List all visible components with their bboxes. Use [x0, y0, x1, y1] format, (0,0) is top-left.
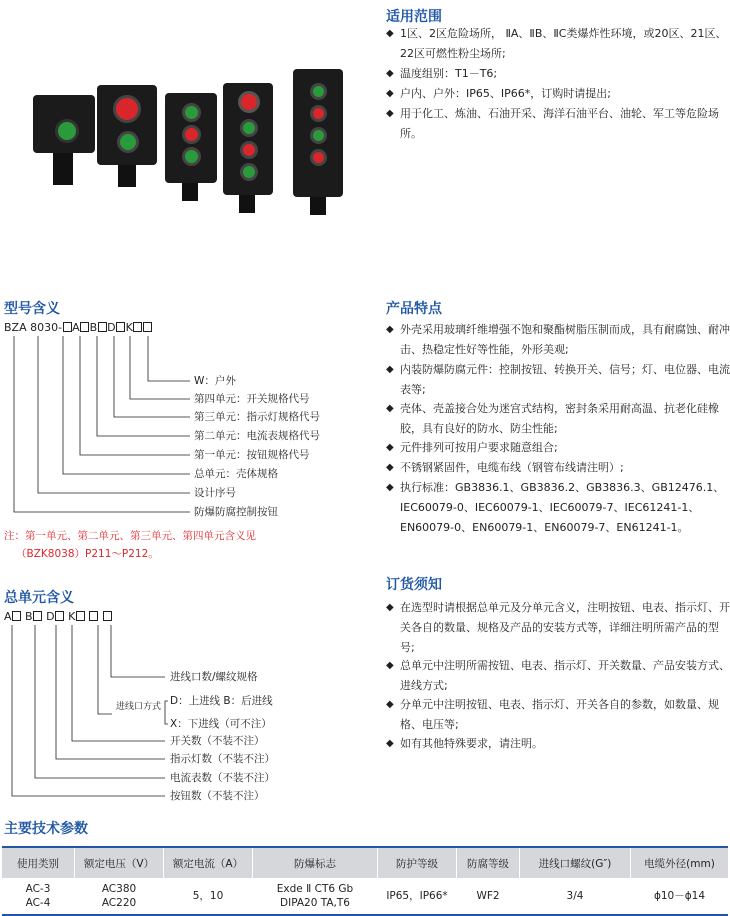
- feature-item: ◆ 外壳采用玻璃纤维增强不饱和聚酯树脂压制而成，具有耐腐蚀、耐冲击、热稳定性好等性能，外形美观;: [386, 320, 730, 360]
- cell-voltage: AC380 AC220: [75, 878, 164, 915]
- feature-item: ◆ 内装防爆防腐元件：控制按钮、转换开关、信号；灯、电位器、电流表等;: [386, 360, 730, 400]
- model-note-2: （BZK8038）P211～P212。: [16, 548, 159, 560]
- total-label-meter: 电流表数（不装不注）: [170, 772, 275, 784]
- model-label-w: W：户外: [194, 375, 236, 387]
- model-label-product: 防爆防腐控制按钮: [194, 506, 278, 518]
- total-label-x-option: X：下进线（可不注）: [170, 718, 272, 730]
- cell-ex-mark: Exde Ⅱ CT6 Gb DIPA20 TA,T6: [253, 878, 378, 915]
- diamond-icon: ◆: [386, 403, 394, 414]
- specs-title: 主要技术参数: [4, 821, 88, 837]
- total-label-d-option: D：上进线 B：后进线: [170, 695, 273, 707]
- feature-item: ◆ 壳体、壳盖接合处为迷宫式结构，密封条采用耐高温、抗老化硅橡胶，具有良好的防水、防尘性能;: [386, 399, 730, 439]
- model-label-unit2: 第二单元：电流表规格代号: [194, 430, 320, 442]
- specs-data-row: [2, 878, 728, 915]
- diamond-icon: ◆: [386, 442, 394, 453]
- header-ip: 防护等级: [378, 847, 457, 878]
- cell-thread: 3/4: [520, 878, 631, 915]
- diamond-icon: ◆: [386, 699, 394, 710]
- cell-current: 5，10: [164, 878, 253, 915]
- model-note-1: 注：第一单元、第二单元、第三单元、第四单元含义见: [4, 530, 256, 542]
- diamond-icon: ◆: [386, 364, 394, 375]
- header-voltage: 额定电压（V）: [75, 847, 164, 878]
- model-title: 型号含义: [4, 301, 60, 317]
- total-unit-title: 总单元含义: [4, 590, 74, 606]
- features-title: 产品特点: [386, 301, 442, 317]
- feature-item: ◆ 不锈钢紧固件，电缆布线（钢管布线请注明）;: [386, 458, 730, 478]
- diamond-icon: ◆: [386, 602, 394, 613]
- applicable-item: ◆ 温度组别：T1－T6;: [386, 64, 730, 84]
- model-label-total: 总单元：壳体规格: [194, 468, 278, 480]
- diamond-icon: ◆: [386, 324, 394, 335]
- total-label-button: 按钮数（不装不注）: [170, 790, 265, 802]
- cell-anticorrosion: WF2: [457, 878, 520, 915]
- header-thread: 进线口螺纹(G″): [520, 847, 631, 878]
- applicable-item: ◆ 用于化工、炼油、石油开采、海洋石油平台、油轮、军工等危险场所。: [386, 104, 730, 144]
- diamond-icon: ◆: [386, 28, 394, 39]
- ordering-item: ◆ 在选型时请根据总单元及分单元含义，注明按钮、电表、指示灯、开关各自的数量、规格及产品的安装方式等，详细注明所需产品的型号;: [386, 598, 730, 658]
- cell-cable: ϕ10－ϕ14: [631, 878, 729, 915]
- header-anticorrosion: 防腐等级: [457, 847, 520, 878]
- header-current: 额定电流（A）: [164, 847, 253, 878]
- total-label-entry: 进线口数/螺纹规格: [170, 671, 258, 683]
- header-category: 使用类别: [2, 847, 75, 878]
- feature-item: ◆ 元件排列可按用户要求随意组合;: [386, 438, 730, 458]
- specs-table: [2, 846, 728, 916]
- ordering-item: ◆ 分单元中注明按钮、电表、指示灯、开关各自的参数，如数量、规格、电压等;: [386, 695, 730, 735]
- diamond-icon: ◆: [386, 660, 394, 671]
- diamond-icon: ◆: [386, 462, 394, 473]
- cell-ip: IP65，IP66*: [378, 878, 457, 915]
- feature-item: ◆ 执行标准：GB3836.1、GB3836.2、GB3836.3、GB12476.1、IEC60079-0、IEC60079-1、IEC60079-7、IEC61241-1、EN60079-0、EN60079-1、EN60079-7、EN61241-1。: [386, 478, 730, 538]
- applicable-item: ◆ 1区、2区危险场所， ⅡA、ⅡB、ⅡC类爆炸性环境，或20区、21区、22区可燃性粉尘场所;: [386, 24, 730, 64]
- ordering-item: ◆ 如有其他特殊要求，请注明。: [386, 734, 730, 754]
- diamond-icon: ◆: [386, 88, 394, 99]
- diamond-icon: ◆: [386, 738, 394, 749]
- total-label-switch: 开关数（不装不注）: [170, 735, 265, 747]
- header-cable: 电缆外径(mm): [631, 847, 729, 878]
- model-label-serial: 设计序号: [194, 487, 236, 499]
- total-label-lamp: 指示灯数（不装不注）: [170, 753, 275, 765]
- cell-category: AC-3 AC-4: [2, 878, 75, 915]
- ordering-title: 订货须知: [386, 577, 442, 593]
- ordering-item: ◆ 总单元中注明所需按钮、电表、指示灯、开关数量、产品安装方式、进线方式;: [386, 656, 730, 696]
- applicable-item: ◆ 户内、户外：IP65、IP66*，订购时请提出;: [386, 84, 730, 104]
- total-label-entry-mode: 进线口方式: [116, 702, 162, 712]
- model-label-unit1: 第一单元：按钮规格代号: [194, 449, 310, 461]
- diamond-icon: ◆: [386, 482, 394, 493]
- specs-header-row: [2, 847, 728, 878]
- applicable-title: 适用范围: [386, 9, 442, 25]
- header-ex-mark: 防爆标志: [253, 847, 378, 878]
- diamond-icon: ◆: [386, 68, 394, 79]
- diamond-icon: ◆: [386, 108, 394, 119]
- model-label-unit4: 第四单元：开关规格代号: [194, 393, 310, 405]
- total-unit-code: A B D K: [4, 610, 112, 623]
- model-label-unit3: 第三单元：指示灯规格代号: [194, 411, 320, 423]
- model-code: BZA 8030- A B D K: [4, 321, 153, 334]
